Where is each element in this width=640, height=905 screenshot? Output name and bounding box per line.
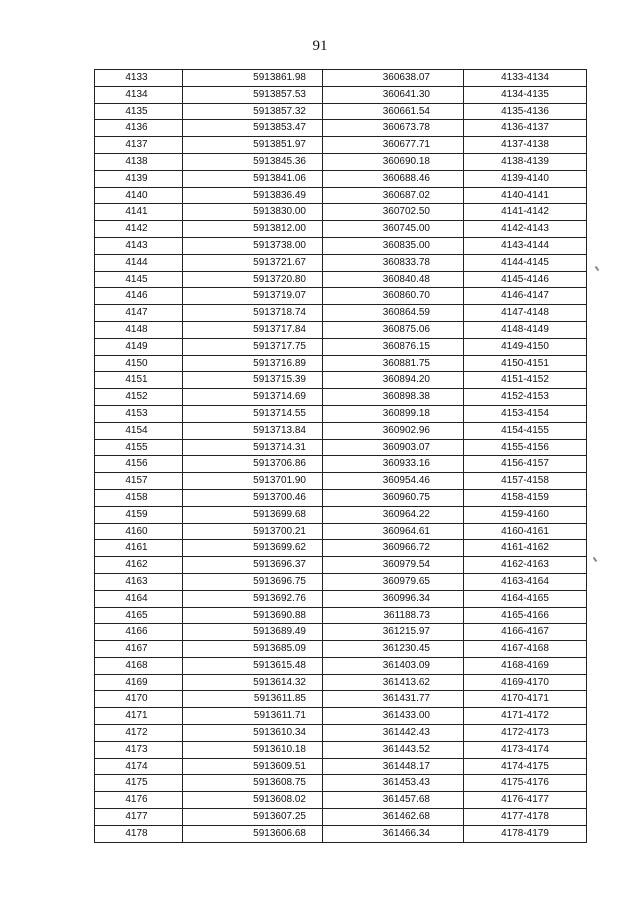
y-coordinate-cell: 360933.16 [323, 456, 464, 473]
segment-cell: 4135-4136 [464, 103, 587, 120]
point-number-cell: 4154 [95, 422, 183, 439]
segment-cell: 4176-4177 [464, 792, 587, 809]
point-number-cell: 4133 [95, 70, 183, 87]
table-row [95, 389, 587, 406]
y-coordinate-cell: 360881.75 [323, 355, 464, 372]
table-row [95, 691, 587, 708]
x-coordinate-cell: 5913699.62 [183, 540, 323, 557]
point-number-cell: 4170 [95, 691, 183, 708]
table-row [95, 557, 587, 574]
y-coordinate-cell: 361466.34 [323, 825, 464, 842]
point-number-cell: 4163 [95, 573, 183, 590]
y-coordinate-cell: 360835.00 [323, 237, 464, 254]
segment-cell: 4143-4144 [464, 237, 587, 254]
x-coordinate-cell: 5913608.02 [183, 792, 323, 809]
point-number-cell: 4161 [95, 540, 183, 557]
y-coordinate-cell: 361448.17 [323, 758, 464, 775]
y-coordinate-cell: 361413.62 [323, 674, 464, 691]
segment-cell: 4163-4164 [464, 573, 587, 590]
table-row [95, 741, 587, 758]
segment-cell: 4142-4143 [464, 221, 587, 238]
page-number: 91 [312, 38, 328, 54]
x-coordinate-cell: 5913611.71 [183, 708, 323, 725]
y-coordinate-cell: 361453.43 [323, 775, 464, 792]
segment-cell: 4159-4160 [464, 506, 587, 523]
segment-cell: 4154-4155 [464, 422, 587, 439]
segment-cell: 4167-4168 [464, 641, 587, 658]
table-row [95, 674, 587, 691]
y-coordinate-cell: 360979.54 [323, 557, 464, 574]
table-row [95, 540, 587, 557]
y-coordinate-cell: 360840.48 [323, 271, 464, 288]
x-coordinate-cell: 5913738.00 [183, 237, 323, 254]
y-coordinate-cell: 360894.20 [323, 372, 464, 389]
y-coordinate-cell: 360641.30 [323, 86, 464, 103]
point-number-cell: 4137 [95, 137, 183, 154]
table-row [95, 792, 587, 809]
table-row [95, 355, 587, 372]
segment-cell: 4164-4165 [464, 590, 587, 607]
y-coordinate-cell: 361462.68 [323, 809, 464, 826]
table-row [95, 288, 587, 305]
y-coordinate-cell: 360979.65 [323, 573, 464, 590]
y-coordinate-cell: 361431.77 [323, 691, 464, 708]
point-number-cell: 4177 [95, 809, 183, 826]
segment-cell: 4149-4150 [464, 338, 587, 355]
y-coordinate-cell: 360898.38 [323, 389, 464, 406]
table-row [95, 338, 587, 355]
point-number-cell: 4136 [95, 120, 183, 137]
point-number-cell: 4143 [95, 237, 183, 254]
segment-cell: 4152-4153 [464, 389, 587, 406]
table-row [95, 204, 587, 221]
y-coordinate-cell: 360899.18 [323, 405, 464, 422]
segment-cell: 4161-4162 [464, 540, 587, 557]
table-row [95, 439, 587, 456]
point-number-cell: 4165 [95, 607, 183, 624]
table-row [95, 657, 587, 674]
y-coordinate-cell: 360903.07 [323, 439, 464, 456]
x-coordinate-cell: 5913610.18 [183, 741, 323, 758]
x-coordinate-cell: 5913714.31 [183, 439, 323, 456]
point-number-cell: 4153 [95, 405, 183, 422]
point-number-cell: 4141 [95, 204, 183, 221]
table-row [95, 607, 587, 624]
segment-cell: 4168-4169 [464, 657, 587, 674]
point-number-cell: 4135 [95, 103, 183, 120]
point-number-cell: 4166 [95, 624, 183, 641]
table-row [95, 86, 587, 103]
table-row [95, 70, 587, 87]
y-coordinate-cell: 360954.46 [323, 473, 464, 490]
segment-cell: 4138-4139 [464, 153, 587, 170]
x-coordinate-cell: 5913851.97 [183, 137, 323, 154]
point-number-cell: 4164 [95, 590, 183, 607]
y-coordinate-cell: 361403.09 [323, 657, 464, 674]
segment-cell: 4147-4148 [464, 305, 587, 322]
segment-cell: 4165-4166 [464, 607, 587, 624]
point-number-cell: 4171 [95, 708, 183, 725]
point-number-cell: 4151 [95, 372, 183, 389]
table-row [95, 187, 587, 204]
point-number-cell: 4176 [95, 792, 183, 809]
x-coordinate-cell: 5913689.49 [183, 624, 323, 641]
x-coordinate-cell: 5913701.90 [183, 473, 323, 490]
table-row [95, 170, 587, 187]
segment-cell: 4136-4137 [464, 120, 587, 137]
x-coordinate-cell: 5913830.00 [183, 204, 323, 221]
point-number-cell: 4155 [95, 439, 183, 456]
x-coordinate-cell: 5913692.76 [183, 590, 323, 607]
y-coordinate-cell: 360966.72 [323, 540, 464, 557]
table-row [95, 221, 587, 238]
segment-cell: 4134-4135 [464, 86, 587, 103]
y-coordinate-cell: 360902.96 [323, 422, 464, 439]
y-coordinate-cell: 360860.70 [323, 288, 464, 305]
segment-cell: 4162-4163 [464, 557, 587, 574]
segment-cell: 4155-4156 [464, 439, 587, 456]
table-row [95, 137, 587, 154]
x-coordinate-cell: 5913606.68 [183, 825, 323, 842]
segment-cell: 4157-4158 [464, 473, 587, 490]
point-number-cell: 4162 [95, 557, 183, 574]
point-number-cell: 4173 [95, 741, 183, 758]
y-coordinate-cell: 360960.75 [323, 489, 464, 506]
y-coordinate-cell: 360690.18 [323, 153, 464, 170]
x-coordinate-cell: 5913607.25 [183, 809, 323, 826]
point-number-cell: 4139 [95, 170, 183, 187]
point-number-cell: 4156 [95, 456, 183, 473]
segment-cell: 4151-4152 [464, 372, 587, 389]
y-coordinate-cell: 361442.43 [323, 725, 464, 742]
segment-cell: 4140-4141 [464, 187, 587, 204]
x-coordinate-cell: 5913696.37 [183, 557, 323, 574]
y-coordinate-cell: 360964.22 [323, 506, 464, 523]
point-number-cell: 4138 [95, 153, 183, 170]
x-coordinate-cell: 5913610.34 [183, 725, 323, 742]
segment-cell: 4172-4173 [464, 725, 587, 742]
y-coordinate-cell: 361433.00 [323, 708, 464, 725]
y-coordinate-cell: 361443.52 [323, 741, 464, 758]
point-number-cell: 4157 [95, 473, 183, 490]
x-coordinate-cell: 5913857.53 [183, 86, 323, 103]
table-row [95, 489, 587, 506]
segment-cell: 4150-4151 [464, 355, 587, 372]
table-row [95, 506, 587, 523]
x-coordinate-cell: 5913718.74 [183, 305, 323, 322]
table-row [95, 590, 587, 607]
x-coordinate-cell: 5913714.55 [183, 405, 323, 422]
x-coordinate-cell: 5913615.48 [183, 657, 323, 674]
table-row [95, 624, 587, 641]
table-row [95, 825, 587, 842]
table-row [95, 523, 587, 540]
y-coordinate-cell: 360673.78 [323, 120, 464, 137]
point-number-cell: 4145 [95, 271, 183, 288]
segment-cell: 4177-4178 [464, 809, 587, 826]
table-row [95, 271, 587, 288]
segment-cell: 4141-4142 [464, 204, 587, 221]
point-number-cell: 4149 [95, 338, 183, 355]
point-number-cell: 4174 [95, 758, 183, 775]
x-coordinate-cell: 5913720.80 [183, 271, 323, 288]
table-row [95, 725, 587, 742]
point-number-cell: 4146 [95, 288, 183, 305]
x-coordinate-cell: 5913812.00 [183, 221, 323, 238]
y-coordinate-cell: 360964.61 [323, 523, 464, 540]
segment-cell: 4139-4140 [464, 170, 587, 187]
segment-cell: 4160-4161 [464, 523, 587, 540]
table-row [95, 237, 587, 254]
y-coordinate-cell: 360876.15 [323, 338, 464, 355]
point-number-cell: 4140 [95, 187, 183, 204]
table-row [95, 153, 587, 170]
x-coordinate-cell: 5913685.09 [183, 641, 323, 658]
point-number-cell: 4144 [95, 254, 183, 271]
y-coordinate-cell: 360702.50 [323, 204, 464, 221]
x-coordinate-cell: 5913836.49 [183, 187, 323, 204]
segment-cell: 4148-4149 [464, 321, 587, 338]
x-coordinate-cell: 5913608.75 [183, 775, 323, 792]
table-row [95, 456, 587, 473]
table-row [95, 708, 587, 725]
segment-cell: 4137-4138 [464, 137, 587, 154]
scan-speck [593, 557, 598, 562]
table-row [95, 305, 587, 322]
point-number-cell: 4169 [95, 674, 183, 691]
table-row [95, 120, 587, 137]
y-coordinate-cell: 360745.00 [323, 221, 464, 238]
table-row [95, 422, 587, 439]
segment-cell: 4175-4176 [464, 775, 587, 792]
x-coordinate-cell: 5913696.75 [183, 573, 323, 590]
point-number-cell: 4172 [95, 725, 183, 742]
table-row [95, 321, 587, 338]
table-row [95, 372, 587, 389]
table-row [95, 641, 587, 658]
y-coordinate-cell: 361215.97 [323, 624, 464, 641]
y-coordinate-cell: 361457.68 [323, 792, 464, 809]
x-coordinate-cell: 5913853.47 [183, 120, 323, 137]
point-number-cell: 4150 [95, 355, 183, 372]
point-number-cell: 4134 [95, 86, 183, 103]
x-coordinate-cell: 5913721.67 [183, 254, 323, 271]
segment-cell: 4146-4147 [464, 288, 587, 305]
table-row [95, 809, 587, 826]
y-coordinate-cell: 360687.02 [323, 187, 464, 204]
x-coordinate-cell: 5913699.68 [183, 506, 323, 523]
point-number-cell: 4167 [95, 641, 183, 658]
segment-cell: 4173-4174 [464, 741, 587, 758]
x-coordinate-cell: 5913841.06 [183, 170, 323, 187]
x-coordinate-cell: 5913717.75 [183, 338, 323, 355]
segment-cell: 4169-4170 [464, 674, 587, 691]
y-coordinate-cell: 360864.59 [323, 305, 464, 322]
table-row [95, 103, 587, 120]
table-row [95, 758, 587, 775]
y-coordinate-cell: 360677.71 [323, 137, 464, 154]
point-number-cell: 4147 [95, 305, 183, 322]
point-number-cell: 4175 [95, 775, 183, 792]
table-row [95, 254, 587, 271]
y-coordinate-cell: 360688.46 [323, 170, 464, 187]
y-coordinate-cell: 361230.45 [323, 641, 464, 658]
segment-cell: 4144-4145 [464, 254, 587, 271]
segment-cell: 4170-4171 [464, 691, 587, 708]
y-coordinate-cell: 360875.06 [323, 321, 464, 338]
y-coordinate-cell: 361188.73 [323, 607, 464, 624]
segment-cell: 4133-4134 [464, 70, 587, 87]
y-coordinate-cell: 360833.78 [323, 254, 464, 271]
x-coordinate-cell: 5913716.89 [183, 355, 323, 372]
x-coordinate-cell: 5913706.86 [183, 456, 323, 473]
segment-cell: 4171-4172 [464, 708, 587, 725]
x-coordinate-cell: 5913719.07 [183, 288, 323, 305]
y-coordinate-cell: 360661.54 [323, 103, 464, 120]
x-coordinate-cell: 5913690.88 [183, 607, 323, 624]
segment-cell: 4153-4154 [464, 405, 587, 422]
table-row [95, 473, 587, 490]
table-row [95, 405, 587, 422]
point-number-cell: 4158 [95, 489, 183, 506]
coordinates-table-body [95, 70, 587, 843]
x-coordinate-cell: 5913845.36 [183, 153, 323, 170]
point-number-cell: 4178 [95, 825, 183, 842]
x-coordinate-cell: 5913714.69 [183, 389, 323, 406]
segment-cell: 4174-4175 [464, 758, 587, 775]
segment-cell: 4158-4159 [464, 489, 587, 506]
x-coordinate-cell: 5913715.39 [183, 372, 323, 389]
segment-cell: 4145-4146 [464, 271, 587, 288]
table-row [95, 775, 587, 792]
x-coordinate-cell: 5913700.21 [183, 523, 323, 540]
x-coordinate-cell: 5913861.98 [183, 70, 323, 87]
x-coordinate-cell: 5913609.51 [183, 758, 323, 775]
x-coordinate-cell: 5913700.46 [183, 489, 323, 506]
point-number-cell: 4152 [95, 389, 183, 406]
point-number-cell: 4160 [95, 523, 183, 540]
scan-speck [595, 266, 600, 271]
segment-cell: 4166-4167 [464, 624, 587, 641]
x-coordinate-cell: 5913713.84 [183, 422, 323, 439]
x-coordinate-cell: 5913611.85 [183, 691, 323, 708]
coordinates-table [94, 69, 587, 843]
point-number-cell: 4168 [95, 657, 183, 674]
y-coordinate-cell: 360638.07 [323, 70, 464, 87]
x-coordinate-cell: 5913717.84 [183, 321, 323, 338]
point-number-cell: 4159 [95, 506, 183, 523]
point-number-cell: 4142 [95, 221, 183, 238]
point-number-cell: 4148 [95, 321, 183, 338]
segment-cell: 4178-4179 [464, 825, 587, 842]
x-coordinate-cell: 5913857.32 [183, 103, 323, 120]
x-coordinate-cell: 5913614.32 [183, 674, 323, 691]
table-row [95, 573, 587, 590]
y-coordinate-cell: 360996.34 [323, 590, 464, 607]
segment-cell: 4156-4157 [464, 456, 587, 473]
